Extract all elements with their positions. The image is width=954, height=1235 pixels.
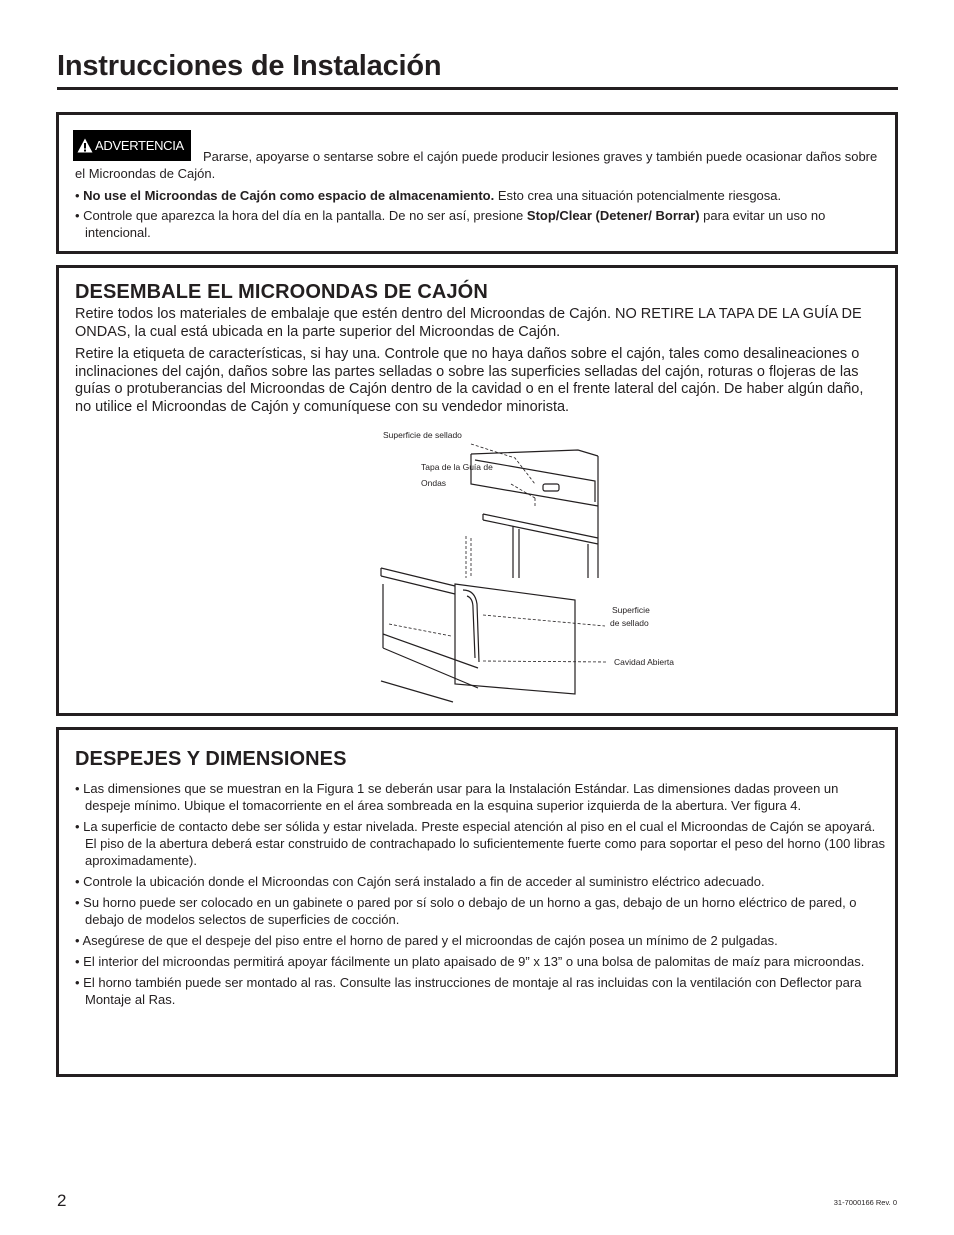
- warning-intro: Pararse, apoyarse o sentarse sobre el cajón puede producir lesiones graves y también puede ocasionar daños sobre el Microondas de Cajón.: [75, 149, 878, 181]
- warning-box: [56, 112, 898, 254]
- label-sealing-surface-top: Superficie de sellado: [383, 430, 462, 440]
- warning-bullet-clock-pre: Controle que aparezca la hora del día en la pantalla. De no ser así, presione: [83, 208, 527, 223]
- list-item: • Asegúrese de que el despeje del piso entre el horno de pared y el microondas de cajón posea un mínimo de 2 pulgadas.: [75, 933, 778, 948]
- warning-bullet-clock-post: para evitar un uso no intencional.: [85, 208, 826, 240]
- list-item: • El horno también puede ser montado al ras. Consulte las instrucciones de montaje al ras incluidas con la ventilación con Deflector para Montaje al Ras.: [75, 975, 862, 1007]
- list-item: • El interior del microondas permitirá apoyar fácilmente un plato apaisado de 9” x 13” o una bolsa de palomitas de maíz para microondas.: [75, 954, 865, 969]
- warning-bullet-clock: • Controle que aparezca la hora del día en la pantalla. De no ser así, presione Stop/Clear (Detener/ Borrar) para evitar un uso no intencional.: [75, 208, 826, 240]
- label-waveguide-cover-line1: Tapa de la Guía de: [421, 462, 493, 472]
- page-number: 2: [57, 1191, 67, 1210]
- unpack-paragraph-2: Retire la etiqueta de características, si hay una. Controle que no haya daños sobre el cajón, tales como desalineaciones o inclinaciones del cajón, daños sobre las partes selladas o sobre las superficies selladas del cajón, roturas o flojeras de las guías o protuberancias del Microondas de Cajón dentro de la cavidad o en el frente lateral del cajón. De haber algún daño, no utilice el Microondas de Cajón y comuníquese con su vendedor minorista.: [75, 346, 864, 415]
- label-sealing-surface-side-line2: de sellado: [610, 618, 649, 628]
- list-item: • Controle la ubicación donde el Microondas con Cajón será instalado a fin de acceder al suministro eléctrico adecuado.: [75, 874, 765, 889]
- unpack-section: [56, 265, 898, 716]
- label-open-cavity: Cavidad Abierta: [614, 657, 675, 667]
- label-sealing-surface-side-line1: Superficie: [612, 605, 650, 615]
- page-title: Instrucciones de Instalación: [57, 50, 442, 82]
- warning-bullet-storage-bold: No use el Microondas de Cajón como espacio de almacenamiento.: [83, 188, 495, 203]
- clearances-list: [75, 780, 885, 1012]
- warning-bullet-storage: • No use el Microondas de Cajón como espacio de almacenamiento. Esto crea una situación potencialmente riesgosa.: [75, 188, 782, 203]
- microwave-drawer-diagram: [323, 426, 675, 706]
- title-rule: [57, 87, 898, 90]
- unpack-title: DESEMBALE EL MICROONDAS DE CAJÓN: [75, 281, 488, 303]
- warning-bullet-clock-bold: Stop/Clear (Detener/ Borrar): [526, 208, 700, 223]
- list-item: • Las dimensiones que se muestran en la Figura 1 se deberán usar para la Instalación Estándar. Las dimensiones dadas proveen un despeje mínimo. Ubique el tomacorriente en el área sombreada en la esquina superior izquierda de la abertura. Ver figura 4.: [75, 781, 839, 813]
- unpack-paragraph-1: Retire todos los materiales de embalaje que estén dentro del Microondas de Cajón. NO RETIRE LA TAPA DE LA GUÍA DE ONDAS, la cual está ubicada en la parte superior del Microondas de Cajón.: [75, 306, 862, 340]
- clearances-section: [56, 727, 898, 1077]
- label-waveguide-cover-line2: Ondas: [421, 478, 447, 488]
- clearances-title: DESPEJES Y DIMENSIONES: [75, 748, 347, 770]
- list-item: • La superficie de contacto debe ser sólida y estar nivelada. Preste especial atención al piso en el cual el Microondas de Cajón se apoyará. El piso de la abertura deberá estar construido de contrachapado lo suficientemente fuerte como para soportar el peso del horno (100 libras aproximadamente).: [75, 819, 885, 868]
- warning-badge-label: ADVERTENCIA: [95, 138, 184, 153]
- list-item: • Su horno puede ser colocado en un gabinete o pared por sí solo o debajo de un horno a gas, debajo de un horno eléctrico de pared, o debajo de modelos selectos de superficies de cocción.: [75, 895, 857, 927]
- document-code: 31-7000166 Rev. 0: [833, 1198, 897, 1207]
- warning-bullet-storage-rest: Esto crea una situación potencialmente riesgosa.: [494, 188, 782, 203]
